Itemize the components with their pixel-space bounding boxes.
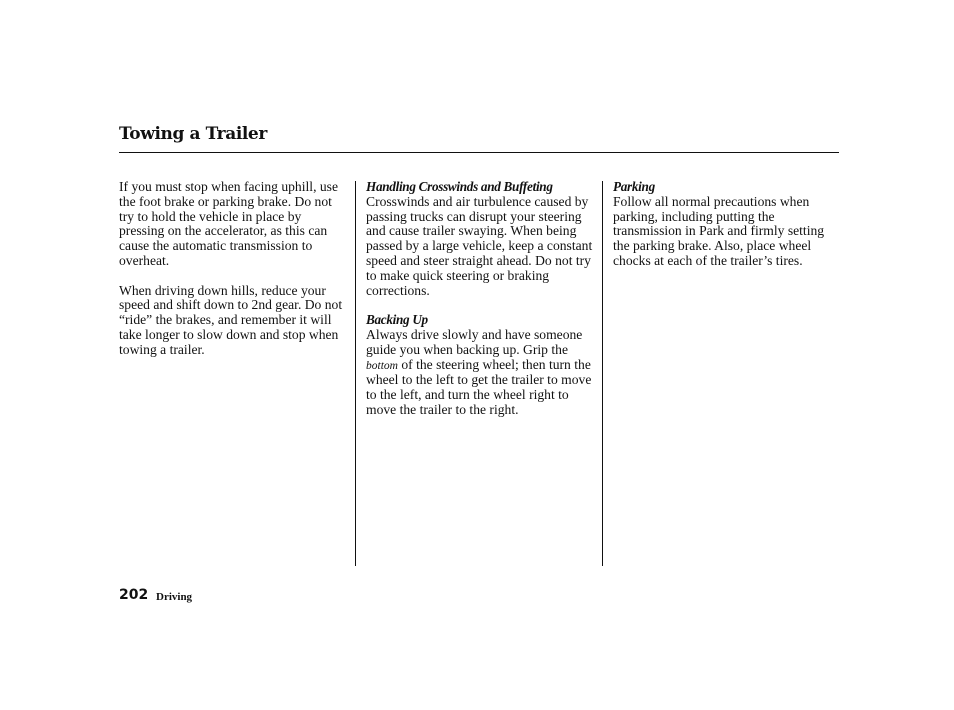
backing-up-text-end: of the steering wheel; then turn the wheel to the left to get the trailer to move to the left, and turn the wheel right to move the trailer to the right. [366, 356, 592, 417]
crosswinds-heading: Handling Crosswinds and Buffeting [366, 179, 553, 194]
section-name: Driving [156, 591, 193, 603]
column-divider-2 [602, 181, 603, 566]
parking-paragraph: Follow all normal precautions when parking, including putting the transmission in Park and firmly setting the parking brake. Also, place wheel chocks at each of the trailer’s tires. [613, 193, 825, 268]
downhill-paragraph: When driving down hills, reduce your speed and shift down to 2nd gear. Do not “ride” the brakes, and remember it will take longer to slow down and stop when towing a trailer. [119, 282, 343, 357]
page-title: Towing a Trailer [119, 124, 267, 144]
title-rule [119, 152, 839, 153]
column-left [119, 180, 347, 358]
uphill-paragraph: If you must stop when facing uphill, use the foot brake or parking brake. Do not try to hold the vehicle in place by pressing on the accelerator, as this can cause the automatic transmission to overheat. [119, 179, 338, 268]
column-divider-1 [355, 181, 356, 566]
page-number: 202 [119, 587, 149, 603]
backing-up-heading: Backing Up [366, 312, 428, 328]
bottom-emphasis: bottom [366, 359, 398, 372]
column-middle [366, 180, 594, 418]
crosswinds-paragraph: Crosswinds and air turbulence caused by passing trucks can disrupt your steering and cause trailer swaying. When being passed by a large vehicle, keep a constant speed and steer straight ahead. Do not try to make quick steering or braking corrections. [366, 193, 593, 298]
backing-up-paragraph [366, 328, 594, 418]
parking-heading: Parking [613, 179, 655, 194]
backing-up-text-start: Always drive slowly and have someone guide you when backing up. Grip the [366, 326, 583, 357]
column-right [613, 180, 841, 269]
